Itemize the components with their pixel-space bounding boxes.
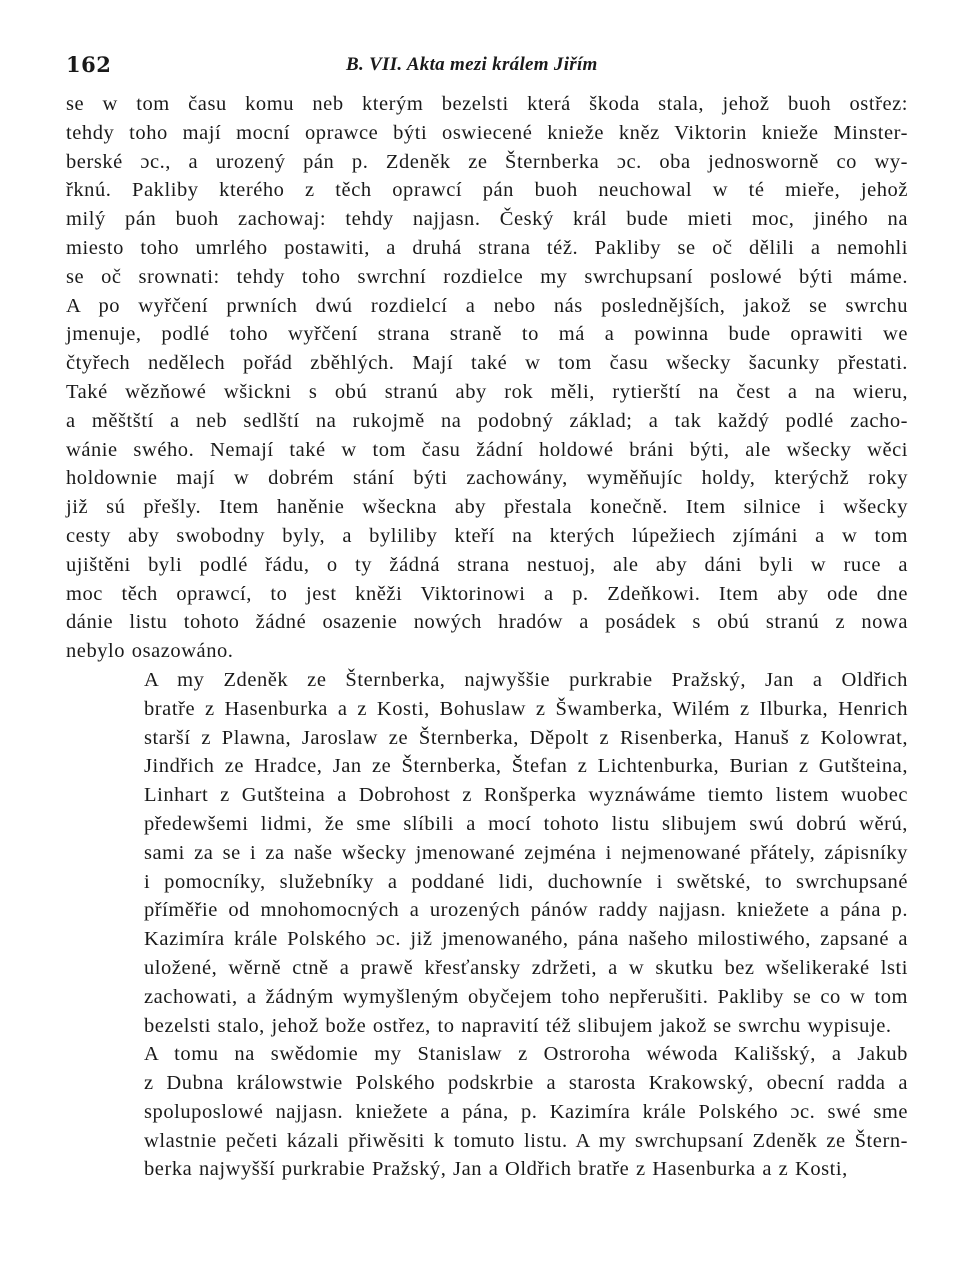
text-line: tehdy toho mají mocní oprawce býti oswiecené knieže kněz Viktorin knieže Minster- (66, 121, 908, 144)
text-line: nebylo osazowáno. (66, 640, 234, 663)
paragraph (66, 666, 908, 1040)
text-line: wánie swého. Nemají také w tom času žádní holdowé bráni býti, ale wšecky wěci (66, 438, 908, 461)
body-text (66, 90, 908, 1184)
text-line: berské ɔc., a urozený pán p. Zdeněk ze Šternberka ɔc. oba jednosworně co wy- (66, 150, 908, 173)
text-line: milý pán buoh zachowaj: tehdy najjasn. Český král bude mieti moc, jiného na (66, 208, 908, 231)
text-line: ujištěni byli podlé řádu, o ty žádná strana nestuoj, ale aby dáni byli w ruce a (66, 553, 908, 576)
running-header (66, 52, 908, 86)
text-line: i pomocníky, služebníky a poddané lidi, duchowníe i swětské, to swrchupsané (144, 870, 908, 893)
text-line: bezelsti stalo, jehož bože ostřez, to napravití též slibujem jakož se swrchu wypisuje. (144, 1014, 892, 1037)
text-line: příměřie od mnohomocných a urozených pánów raddy najjasn. kniežete a pána p. (144, 899, 908, 922)
text-line: Jindřich ze Hradce, Jan ze Šternberka, Štefan z Lichtenburka, Burian z Gutšteina, (144, 755, 908, 778)
text-line: již sú přešly. Item haněnie wšeckna aby přestala konečně. Item silnice i wšecky (66, 496, 908, 519)
text-line: Linhart z Gutšteina a Dobrohost z Ronšperka wyznáwáme tiemto listem wuobec (144, 784, 908, 807)
text-line: a měštští a neb sedlští na rukojmě na podobný základ; a tak každý podlé zacho- (66, 409, 908, 432)
text-line: zachowati, a žádným wymyšleným obyčejem toho nepřerušiti. Pakliby se co w tom (144, 985, 908, 1008)
text-line: starší z Plawna, Jaroslaw ze Šternberka, Děpolt z Risenberka, Hanuš z Kolowrat, (144, 726, 908, 749)
text-line: bratře z Hasenburka a z Kosti, Bohuslaw z Šwamberka, Wilém z Ilburka, Henrich (144, 697, 908, 720)
text-line: dánie listu tohoto žádné osazenie nowých hradów a posádek s obú stranú z nowa (66, 611, 908, 634)
paragraph (66, 90, 908, 666)
text-line: A tomu na swědomie my Stanislaw z Ostroroha wéwoda Kališský, a Jakub (144, 1043, 908, 1066)
text-line: čtyřech nedělech pořád zběhlých. Mají také w tom času wšecky šacunky přestati. (66, 352, 908, 375)
text-line: z Dubna králowstwie Polského podskrbie a starosta Krakowský, obecní radda a (144, 1072, 908, 1095)
text-line: moc těch oprawcí, to jest kněži Viktorinowi a p. Zdeňkowi. Item aby ode dne (66, 582, 908, 605)
text-line: wlastnie pečeti kázali přiwěsiti k tomuto listu. A my swrchupsaní Zdeněk ze Štern- (144, 1129, 908, 1152)
text-line: miesto toho umrlého postawiti, a druhá strana též. Pakliby se oč dělili a nemohli (66, 236, 908, 259)
text-line: jmenuje, podlé toho wyřčení strana straně to má a powinna bude oprawiti we (66, 323, 908, 346)
text-line: uložené, wěrně ctně a prawě křesťansky zdržeti, a w skutku bez wšelikeraké lsti (144, 956, 908, 979)
text-line: řknú. Pakliby kterého z těch oprawcí pán buoh neuchowal w té mieře, jehož (66, 179, 908, 202)
text-line: sami za se i za naše wšecky jmenowané zejména i nejmenowané přátely, zápisníky (144, 841, 908, 864)
text-line: spoluposlowé najjasn. kniežete a pána, p. Kazimíra krále Polského ɔc. swé sme (144, 1100, 908, 1123)
running-title: B. VII. Akta mezi králem Jiřím (346, 54, 598, 75)
text-line: holdownie mají w dobrém stání býti zachowány, wyměňujíc holdy, kterýchž roky (66, 467, 908, 490)
text-line: A my Zdeněk ze Šternberka, najwyššie purkrabie Pražský, Jan a Oldřich (144, 668, 908, 691)
text-line: Kazimíra krále Polského ɔc. již jmenowaného, pána našeho milostiwého, zapsané a (144, 928, 908, 951)
text-line: berka najwyšší purkrabie Pražský, Jan a Oldřich bratře z Hasenburka a z Kosti, (144, 1158, 848, 1181)
text-line: A po wyřčení prwních dwú rozdielcí a nebo nás poslednějších, jakož se swrchu (66, 294, 908, 317)
text-line: cesty aby swobodny byly, a byliliby kteří na kterých lúpežiech zjímáni a w tom (66, 524, 908, 547)
text-line: předewšemi lidmi, že sme slíbili a mocí tohoto listu slibujem swú dobrú wěrú, (144, 812, 908, 835)
text-line: se w tom času komu neb kterým bezelsti která škoda stala, jehož buoh ostřez: (66, 93, 908, 115)
text-line: Také wězňowé wšickni s obú stranú aby rok měli, rytierští na čest a na wieru, (66, 380, 908, 403)
page-number: 162 (66, 52, 112, 77)
text-line: se oč srownati: tehdy toho swrchní rozdielce my swrchupsaní poslowé býti máme. (66, 265, 908, 288)
paragraph (66, 1040, 908, 1184)
document-page (66, 52, 908, 1184)
